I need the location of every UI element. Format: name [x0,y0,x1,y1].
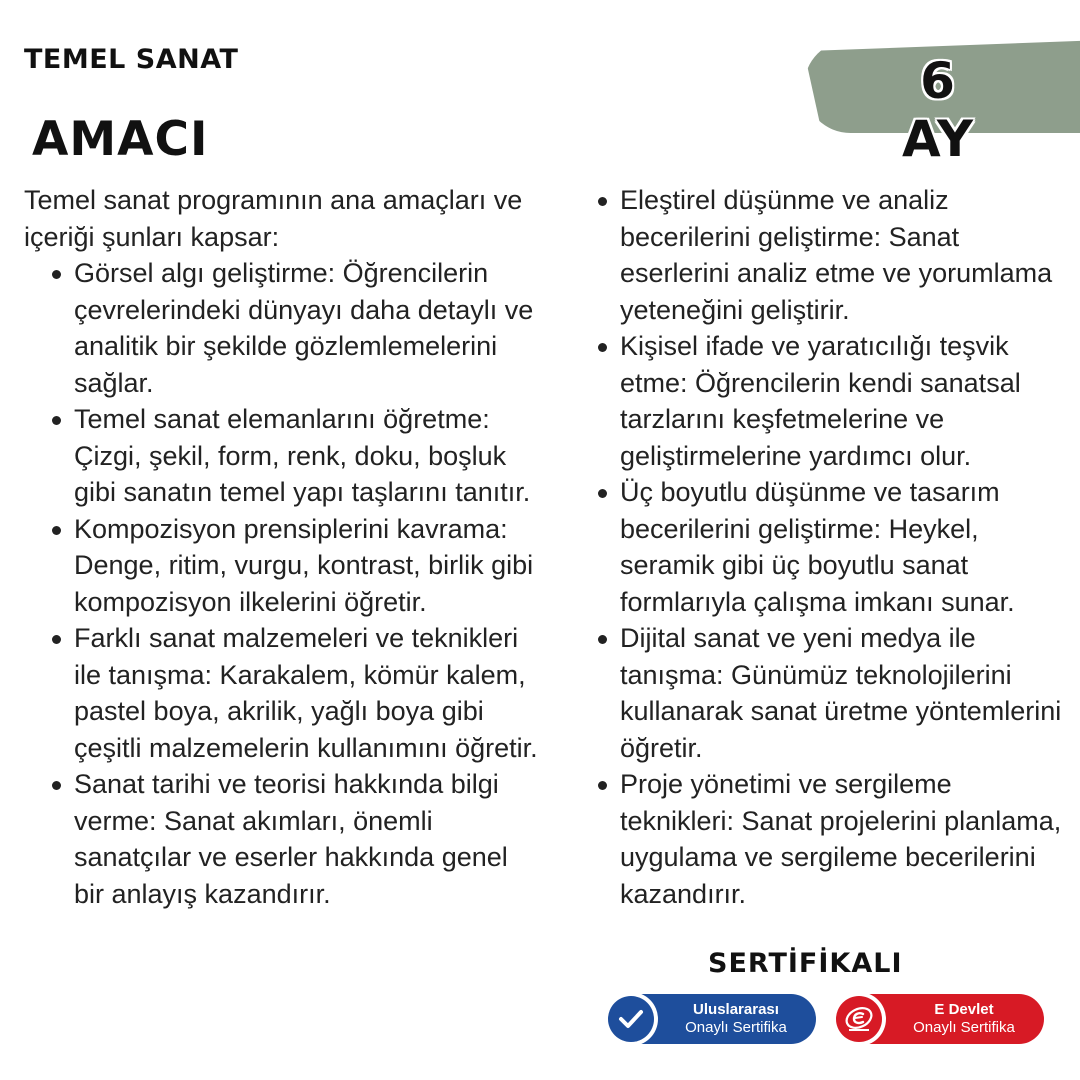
check-icon [618,1008,644,1030]
list-item: Kompozisyon prensiplerini kavrama: Denge, ritim, vurgu, kontrast, birlik gibi kompozisyon ilkelerini öğretir. [48,511,544,621]
right-column [594,182,1064,912]
international-certificate-badge [606,994,816,1044]
edevlet-certificate-badge [834,994,1044,1044]
intro-text: Temel sanat programının ana amaçları ve içeriği şunları kapsar: [24,185,523,252]
edevlet-logo-icon [842,1004,876,1034]
section-heading: AMACI [32,112,209,167]
edevlet-badge-line1: E Devlet [934,1001,994,1018]
list-item: Farklı sanat malzemeleri ve teknikleri ile tanışma: Karakalem, kömür kalem, pastel boya, akrilik, yağlı boya gibi çeşitli malzemelerin kullanımını öğretir. [48,620,544,766]
course-title: TEMEL SANAT [24,44,239,75]
certificate-title: SERTİFİKALI [708,948,903,979]
list-item: Görsel algı geliştirme: Öğrencilerin çevrelerindeki dünyayı daha detaylı ve analitik bir şekilde gözlemlemelerini sağlar. [48,255,544,401]
international-badge-line2: Onaylı Sertifika [685,1019,787,1036]
list-item: Sanat tarihi ve teorisi hakkında bilgi verme: Sanat akımları, önemli sanatçılar ve eserler hakkında genel bir anlayış kazandırır. [48,766,544,912]
list-item: Proje yönetimi ve sergileme teknikleri: Sanat projelerini planlama, uygulama ve sergileme becerilerini kazandırır. [594,766,1064,912]
duration-text: 6 AY [901,52,975,168]
list-item: Kişisel ifade ve yaratıcılığı teşvik etme: Öğrencilerin kendi sanatsal tarzlarını keşfetmelerine ve geliştirmelerine yardımcı olur. [594,328,1064,474]
edevlet-badge-line2: Onaylı Sertifika [913,1019,1015,1036]
list-item: Eleştirel düşünme ve analiz becerilerini geliştirme: Sanat eserlerini analiz etme ve yorumlama yeteneğini geliştirir. [594,182,1064,328]
left-bullet-list [24,255,544,912]
right-bullet-list [594,182,1064,912]
list-item: Temel sanat elemanlarını öğretme: Çizgi, şekil, form, renk, doku, boşluk gibi sanatın temel yapı taşlarını tanıtır. [48,401,544,511]
list-item: Dijital sanat ve yeni medya ile tanışma: Günümüz teknolojilerini kullanarak sanat üretme yöntemlerini öğretir. [594,620,1064,766]
left-column [24,182,544,912]
international-badge-line1: Uluslararası [693,1001,779,1018]
list-item: Üç boyutlu düşünme ve tasarım becerilerini geliştirme: Heykel, seramik gibi üç boyutlu sanat formlarıyla çalışma imkanı sunar. [594,474,1064,620]
